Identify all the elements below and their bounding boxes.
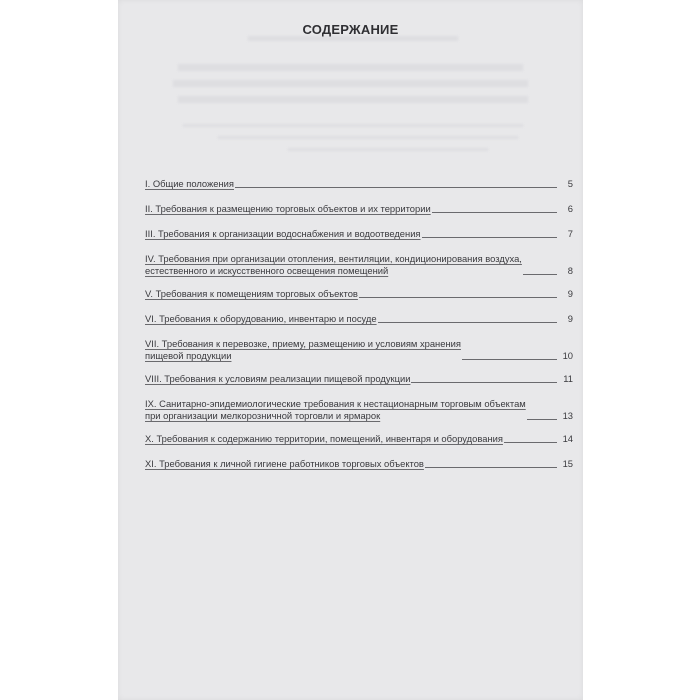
toc-page-number: 7 (567, 228, 573, 239)
toc-entry-title: IX. Санитарно-эпидемиологические требования к нестационарным торговым объектам при организации мелкорозничной торговли и ярмарок (145, 398, 526, 421)
toc-entry-title: VIII. Требования к условиям реализации пищевой продукции (145, 373, 411, 384)
toc-leader (378, 322, 557, 323)
toc-entry[interactable] (145, 398, 573, 422)
toc-leader (462, 359, 557, 360)
toc-entry-title: I. Общие положения (145, 178, 234, 189)
toc-entry[interactable] (145, 373, 573, 385)
toc-page-number: 10 (562, 350, 573, 361)
toc-entry-title: X. Требования к содержанию территории, помещений, инвентаря и оборудования (145, 433, 503, 444)
show-through-mark (218, 136, 518, 139)
toc-entry-title: V. Требования к помещениям торговых объектов (145, 288, 358, 299)
toc-entry-title: VII. Требования к перевозке, приему, размещению и условиям хранения пищевой продукции (145, 338, 461, 361)
toc-entry[interactable] (145, 313, 573, 325)
toc-entry[interactable] (145, 458, 573, 470)
toc-entry-title: VI. Требования к оборудованию, инвентарю и посуде (145, 313, 377, 324)
table-of-contents (145, 178, 573, 483)
toc-leader (504, 442, 557, 443)
book-page (118, 0, 583, 700)
toc-leader (422, 237, 557, 238)
toc-page-number: 8 (567, 265, 573, 276)
show-through-mark (183, 124, 523, 127)
page-title: СОДЕРЖАНИЕ (302, 22, 399, 37)
toc-leader (235, 187, 557, 188)
toc-page-number: 5 (567, 178, 573, 189)
toc-entry[interactable] (145, 228, 573, 240)
toc-leader (523, 274, 557, 275)
toc-entry[interactable] (145, 203, 573, 215)
toc-entry-title: III. Требования к организации водоснабжения и водоотведения (145, 228, 421, 239)
toc-leader (411, 382, 557, 383)
toc-entry-title: IV. Требования при организации отопления, вентиляции, кондиционирования воздуха, естественного и искусственного освещения помещений (145, 253, 522, 276)
toc-page-number: 9 (567, 288, 573, 299)
show-through-mark (178, 64, 523, 71)
toc-page-number: 11 (563, 373, 573, 384)
toc-leader (425, 467, 557, 468)
toc-page-number: 6 (567, 203, 573, 214)
toc-page-number: 15 (562, 458, 573, 469)
toc-leader (359, 297, 557, 298)
show-through-mark (178, 96, 528, 103)
toc-page-number: 9 (567, 313, 573, 324)
show-through-mark (173, 80, 528, 87)
toc-entry-title: II. Требования к размещению торговых объектов и их территории (145, 203, 431, 214)
toc-entry-title: XI. Требования к личной гигиене работников торговых объектов (145, 458, 424, 469)
toc-page-number: 14 (562, 433, 573, 444)
toc-entry[interactable] (145, 338, 573, 362)
toc-entry[interactable] (145, 433, 573, 445)
toc-entry[interactable] (145, 253, 573, 277)
show-through-mark (288, 148, 488, 151)
toc-leader (527, 419, 557, 420)
toc-leader (432, 212, 557, 213)
toc-page-number: 13 (562, 410, 573, 421)
toc-entry[interactable] (145, 178, 573, 190)
toc-entry[interactable] (145, 288, 573, 300)
